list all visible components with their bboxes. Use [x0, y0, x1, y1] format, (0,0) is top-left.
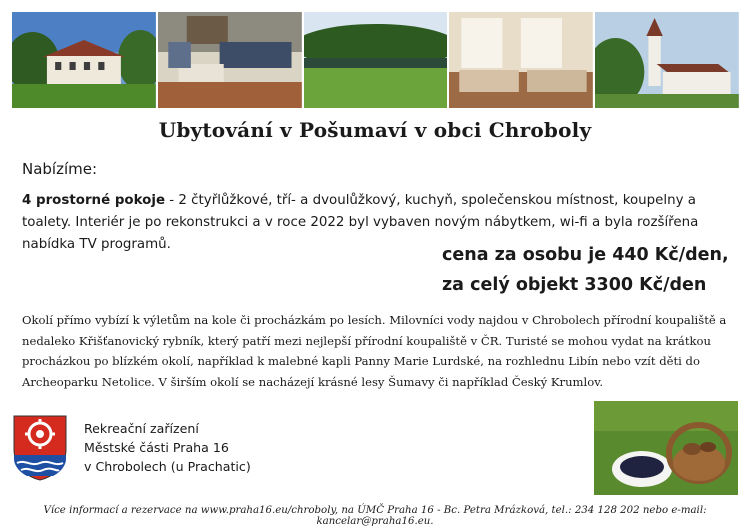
- price-box: [442, 240, 729, 300]
- praha16-crest-logo: [13, 415, 67, 481]
- org-line2: Městské části Praha 16: [84, 440, 229, 455]
- photo-building: [12, 12, 156, 108]
- photo-bedroom: [449, 12, 593, 108]
- offer-rooms: 4 prostorné pokoje: [22, 193, 166, 208]
- photo-church: [595, 12, 739, 108]
- org-line3: v Chrobolech (u Prachatic): [84, 459, 251, 474]
- org-line1: Rekreační zařízení: [84, 421, 199, 436]
- photo-strip: [12, 12, 739, 108]
- price-whole-building: za celý objekt 3300 Kč/den: [442, 275, 707, 295]
- offer-rest: - 2 čtyřlůžkové, tří- a dvoulůžkový, kuchyň, společenskou místnost, koupelny a toalety. Interiér je po rekonstrukci a v roce 2022 byl vybaven novým nábytkem, wi-fi a byla rozšířena nabídka TV programů.: [22, 193, 699, 252]
- offer-heading: Nabízíme:: [22, 160, 98, 178]
- price-per-person: cena za osobu je 440 Kč/den,: [442, 245, 729, 265]
- photo-pond: [304, 12, 448, 108]
- footer-contact: Více informací a rezervace na www.praha16.eu/chroboly, na ÚMČ Praha 16 - Bc. Petra Mrázková, tel.: 234 128 202 nebo e-mail: kancelar@praha16.eu.: [43, 505, 707, 527]
- page-title: Ubytování v Pošumaví v obci Chroboly: [158, 118, 592, 142]
- surroundings-text: Okolí přímo vybízí k výletům na kole či procházkám po lesích. Milovníci vody najdou v Chrobolech přírodní koupaliště a nedaleko Křišťanovický rybník, který patří mezi nejlepší přírodní koupaliště v ČR. Turisté se mohou vydat na krátkou procházkou po blízkém okolí, například k malebné kapli Panny Marie Lurdské, na rozhlednu Libín nebo vzít děti do Archeoparku Netolice. V širším okolí se nacházejí krásné lesy Šumavy či například Český Krumlov.: [22, 313, 727, 389]
- photo-living-room: [158, 12, 302, 108]
- organization-info: [84, 419, 251, 476]
- photo-blueberries-mushrooms: [594, 401, 738, 495]
